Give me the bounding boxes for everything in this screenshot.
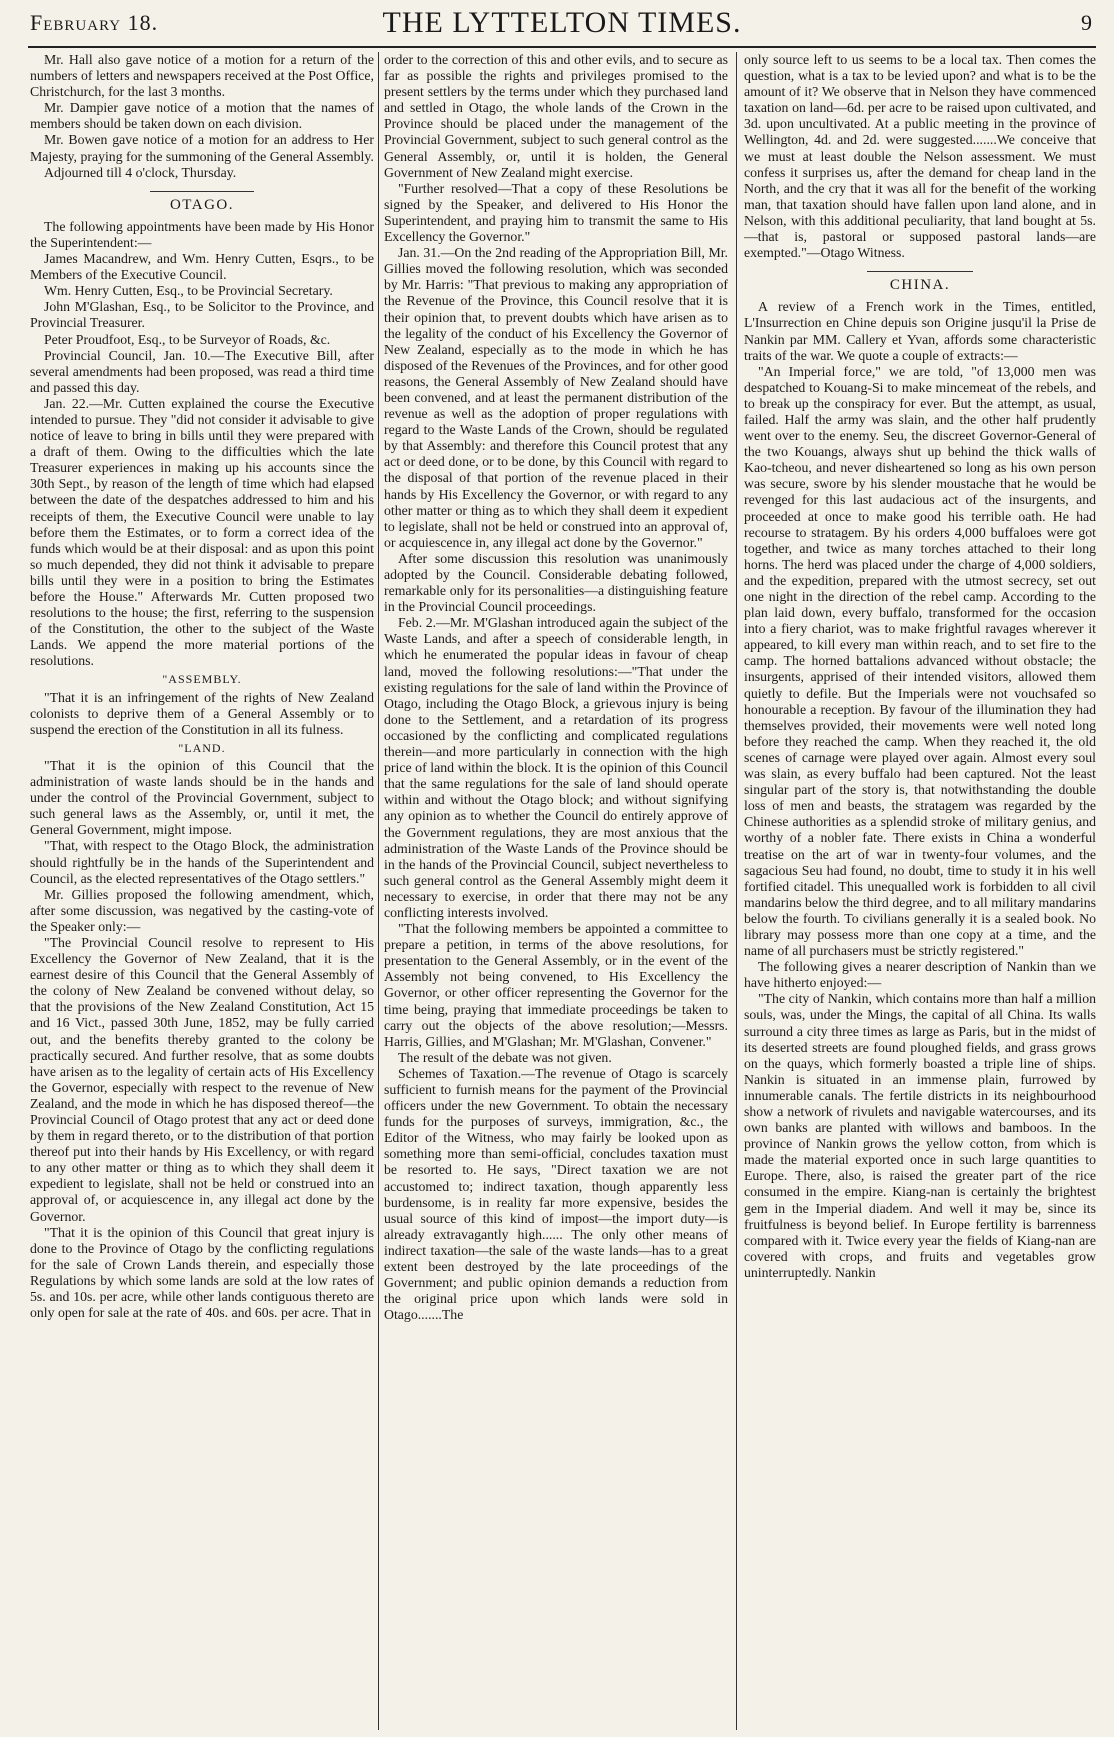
paragraph: The result of the debate was not given. [398,1049,612,1065]
subheading-land: "LAND. [178,740,226,755]
paragraph: "That it is the opinion of this Council that great injury is done to the Province of Otago by the conflicting regulations for the sale of Crown Lands therein, and especially those Regulations by which some lands are sold at the low rates of 5s. and 10s. per acre, while other lands contiguous thereto are only open for sale at the rate of 40s. and 60s. per acre. That in [30,1224,374,1321]
paragraph: "Further resolved—That a copy of these Resolutions be signed by the Speaker, and delivered to His Honor the Superintendent, and praying him to transmit the same to His Excellency the Governor." [384,180,728,245]
paragraph: Adjourned till 4 o'clock, Thursday. [44,164,237,180]
paragraph: Peter Proudfoot, Esq., to be Surveyor of Roads, &c. [44,331,331,347]
paragraph: James Macandrew, and Wm. Henry Cutten, Esqrs., to be Members of the Executive Council. [30,251,374,283]
paragraph: Mr. Hall also gave notice of a motion for a return of the numbers of letters and newspapers received at the Post Office, Christchurch, for the last 3 months. [30,52,374,100]
paragraph: Jan. 31.—On the 2nd reading of the Appropriation Bill, Mr. Gillies moved the following resolution, which was seconded by Mr. Harris: "That previous to making any appropriation of the Revenue of the Province, this Council resolve that it is their opinion that, to prevent doubts which have arisen as to the legality of the conduct of his Excellency the Governor of New Zealand, especially as to the mode in which he has disposed of the Revenues of the Provinces, and for other good reasons, the General Assembly of New Zealand should have been convened, and at least the permanent distribution of the revenue as well as the adoption of proper regulations with regard to the Waste Lands of the Crown, should be regulated by that Assembly: and therefore this Council protest that any act or deed done, or to be done, by this Council with regard to the disposal of that portion of the revenue placed in their hands by His Excellency the Governor, or with regard to any other matter or thing as to which they shall deem it expedient to legislate, shall not be held or construed into an approval of, or acquiescence in, any illegal act done by the Governor." [384,245,728,550]
paragraph: The following gives a nearer description of Nankin than we have hitherto enjoyed:— [744,959,1096,991]
column-2 [384,52,728,1730]
paragraph: After some discussion this resolution was unanimously adopted by the Council. Considerable debating followed, remarkable only for its personalities—a distinguishing feature in the Provincial Council proceedings. [384,550,728,615]
column-divider [378,52,379,1730]
masthead [28,6,1096,48]
paragraph: "That, with respect to the Otago Block, the administration should rightfully be in the hands of the Superintendent and Council, as the elected representatives of the Otago settlers." [30,838,374,886]
paragraph: "That it is an infringement of the rights of New Zealand colonists to deprive them of a General Assembly or to suspend the erection of the Constitution in all its fulness. [30,689,374,737]
paragraph: Mr. Bowen gave notice of a motion for an address to Her Majesty, praying for the summoning of the General Assembly. [30,132,374,164]
paragraph: Schemes of Taxation.—The revenue of Otago is scarcely sufficient to furnish means for the payment of the Provincial officers under the new Government. To obtain the necessary funds for the purposes of surveys, immigration, &c., the Editor of the Witness, who may fairly be looked upon as something more than semi-official, concludes taxation must be resorted to. He says, "Direct taxation we are not accustomed to; indirect taxation, though apparently less burdensome, is in reality far more expensive, besides the usual source of this kind of impost—the import duty—is already extravagantly high...... The only other means of indirect taxation—the sale of the waste lands—has to a great extent been destroyed by the late proceedings of the Government; and public opinion demands a reduction from the original price upon which lands were sold in Otago.......The [384,1065,728,1323]
column-3 [744,52,1096,1730]
paragraph: "The Provincial Council resolve to represent to His Excellency the Governor of New Zealand, that it is the earnest desire of this Council that the General Assembly of the colony of New Zealand be convened without delay, so that the provisions of the New Zealand Constitution, Act 15 and 16 Vict., passed 30th June, 1852, may be fully carried out, and the benefits thereby granted to the colony be practically secured. And further resolve, that as some doubts have arisen as to the legality of certain acts of His Excellency the Governor, especially with respect to the revenue of New Zealand, and the mode in which he has disposed thereof—the Provincial Council of Otago protest that any act or deed done by them in regard thereto, or to the distribution of that portion thereof put into their hands by His Excellency, or with regard to any other matter or thing as to which they shall deem it expedient to legislate, shall not be held or construed into an approval of, or acquiescence in, any illegal act done by the Governor. [30,934,374,1224]
section-heading-china: CHINA. [744,271,1096,293]
paragraph: John M'Glashan, Esq., to be Solicitor to the Province, and Provincial Treasurer. [30,299,374,331]
paragraph: Wm. Henry Cutten, Esq., to be Provincial Secretary. [44,283,333,299]
paragraph: Feb. 2.—Mr. M'Glashan introduced again the subject of the Waste Lands, and after a speech of considerable length, in which he enumerated the popular ideas in favour of cheap land, moved the following resolutions:—"That under the existing regulations for the sale of land within the Province of Otago, including the Otago Block, a grievous injury is being done to the Settlement, and a retardation of its progress occasioned by the conflicting and complicated regulations therein—and more particularly in connection with the high price of land within the block. It is the opinion of this Council that the same regulations for the sale of land should operate within and without the Otago block; and without signifying any opinion as to whether the Council do entirely approve of the Government regulations, they are most anxious that the administration of the Waste Lands of the Province should be in the hands of the Provincial Council, subject nevertheless to such general control as the General Assembly might deem it necessary to exercise, in order that there may not be any conflicting interests involved. [384,615,728,920]
newspaper-title: THE LYTTELTON TIMES. [382,6,742,39]
paragraph: "The city of Nankin, which contains more than half a million souls, was, under the Mings, the capital of all China. Its walls surround a city three times as large as Paris, but in the midst of its deserted streets are found ploughed fields, and grass grows on the quays, which formerly boasted a triple line of ships. Nankin is situated in an immense plain, furrowed by innumerable canals. The fertile districts in its neighbourhood show a network of rivulets and navigable watercourses, and its own banks are planted with willows and bamboos. In the province of Nankin grows the yellow cotton, from which is made the material exported once in such large quantities to Europe. There, also, is raised the greater part of the rice consumed in the empire. Kiang-nan is certainly the brightest gem in the Imperial diadem. And well it may be, since its fruitfulness is beyond belief. In Europe fertility is barrenness compared with it. Twice every year the fields of Kiang-nan are covered with crops, and fruits and vegetables grow uninterruptedly. Nankin [744,991,1096,1280]
paragraph: Mr. Dampier gave notice of a motion that the names of members should be taken down on each division. [30,100,374,132]
paragraph: only source left to us seems to be a local tax. Then comes the question, what is a tax to be levied upon? and what is to be the amount of it? We observe that in Nelson they have commenced taxation on land—6d. per acre to be raised upon cultivated, and 3d. upon uncultivated. At a public meeting in the province of Wellington, 4d. and 2d. were suggested.......We conceive that we must at least double the Nelson assessment. We must confess it surprises us, after the demand for cheap land in the North, and the cry that it was all for the benefit of the working man, that taxation should have fallen upon land alone, and in Nelson, with this additional peculiarity, that land bought at 5s.—that is, pastoral or supposed pastoral lands—are exempted."—Otago Witness. [744,52,1096,261]
page-number: 9 [1081,10,1092,35]
paragraph: "That the following members be appointed a committee to prepare a petition, in terms of the above resolutions, for presentation to the General Assembly, or in the event of the Assembly not being convened, to His Excellency the Governor, or other officer representing the Governor for the time being, praying that immediate proceedings be taken to carry out the objects of the above resolution;—Messrs. Harris, Gillies, and M'Glashan; Mr. M'Glashan, Convener." [384,921,728,1049]
section-heading-otago: OTAGO. [30,191,374,213]
paragraph: A review of a French work in the Times, entitled, L'Insurrection en Chine depuis son Origine jusqu'il la Prise de Nankin par MM. Callery et Yvan, affords some characteristic traits of the war. We quote a couple of extracts:— [744,299,1096,363]
paragraph: "An Imperial force," we are told, "of 13,000 men was despatched to Kouang-Si to make mincemeat of the rebels, and to break up the conspiracy for ever. But the attempt, as usual, failed. Half the army was slain, and the other half prudently went over to the enemy. Seu, the discreet Governor-General of the two Kouangs, always shut up behind the thick walls of Kao-tcheou, and never disheartened so long as his own person was secure, swore by his slender moustache that he would be revenged for this last audacious act of the insurgents, and proceeded at once to make good his terrible oath. He had recourse to stratagem. By his orders 4,000 buffaloes were got together, and twice as many torches attached to their long horns. The herd was placed under the charge of 4,000 soldiers, and the expedition, prepared with the utmost secrecy, set out one night in the direction of the rebel camp. According to the plan laid down, every buffalo, transformed for the occasion into a fiery chariot, was to make frightful ravages wherever it appeared, to kill every man within reach, and to set fire to the camp. The horned battalions advanced without obstacle; the insurgents, apprised of their intended visitors, allowed them quietly to defile. But the Imperials were not vouchsafed so honourable a reception. By favour of the illumination they had themselves provided, their movements were well noted long before they reached the camp. When they reached it, the old scenes of carnage were played over again. Almost every soul was slain, as every buffalo had been captured. Not the least singular part of the story is, that notwithstanding the double loss of men and beasts, the stratagem was regarded by the Chinese authorities as a splendid stroke of military genius, and worthy of a nobler fate. There exists in China a wonderful treatise on the art of war in twenty-four volumes, and the sagacious Seu had found, no doubt, time to study it in his well fortified citadel. This unequalled work is forbidden to all civil mandarins below the third degree, and to all military mandarins below the fourth. To civilians generally it is a sealed book. No library may possess more than one copy at a time, and the name of all purchasers must be strictly registered." [744,363,1096,959]
column-1 [30,52,374,1730]
paragraph: "That it is the opinion of this Council that the administration of waste lands should be in the hands and under the control of the Provincial Government, subject to such general laws as the Assembly, or, until it met, the General Government, might impose. [30,757,374,838]
paragraph: Jan. 22.—Mr. Cutten explained the course the Executive intended to pursue. They "did not consider it advisable to give notice of leave to bring in bills until they were prepared with a draft of them. Owing to the difficulties which the late Treasurer experiences in making up his accounts since the 30th Sept., by reason of the length of time which had elapsed between the date of the despatches addressed to him and his receipts of them, the Executive Council were unable to lay before them the Estimates, or to form a correct idea of the funds which would be at their disposal: and as upon this point so much depended, they did not think it advisable to prepare bills until they were in a position to bring the Estimates before the House." Afterwards Mr. Cutten proposed two resolutions to the house; the first, referring to the suspension of the Constitution, the other to the subject of the Waste Lands. We append the more material portions of the resolutions. [30,395,374,669]
subheading-assembly: "ASSEMBLY. [162,672,242,687]
paragraph: Provincial Council, Jan. 10.—The Executive Bill, after several amendments had been proposed, was read a third time and passed this day. [30,347,374,395]
issue-date: February 18. [30,10,159,35]
paragraph: Mr. Gillies proposed the following amendment, which, after some discussion, was negatived by the casting-vote of the Speaker only:— [30,886,374,934]
column-divider [736,52,737,1730]
paragraph: order to the correction of this and other evils, and to secure as far as possible the rights and privileges promised to the present settlers by the terms under which they purchased land and settled in Otago, the whole lands of the Crown in the Province should be placed under the management of the Provincial Government, subject to such general control as the General Assembly, or, until it is holden, the General Government of New Zealand might exercise. [384,52,728,180]
paragraph: The following appointments have been made by His Honor the Superintendent:— [30,218,374,250]
